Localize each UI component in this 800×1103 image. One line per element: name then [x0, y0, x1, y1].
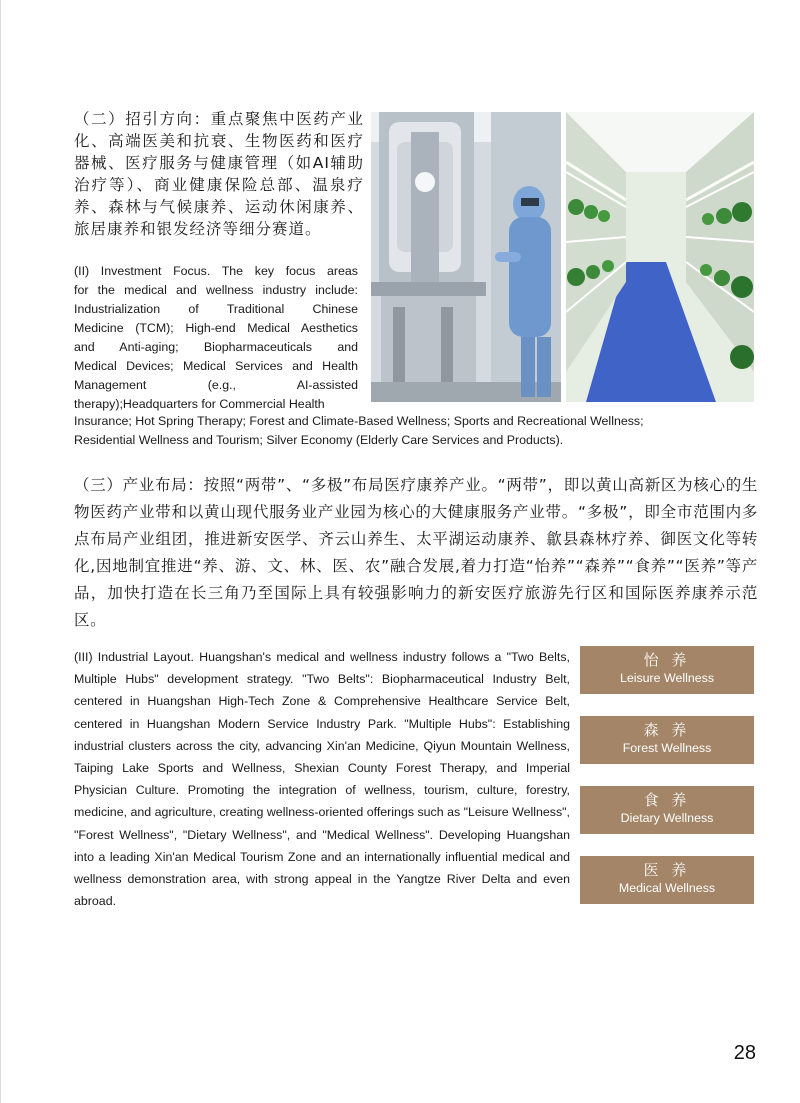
algae-photo-illustration	[566, 112, 754, 402]
tag-en-label: Forest Wellness	[622, 741, 712, 755]
lab-photo-illustration	[371, 112, 561, 402]
tag-medical-wellness	[580, 856, 754, 904]
en-line: for the medical and wellness industry include:	[74, 283, 358, 297]
lab-photo	[371, 112, 561, 402]
en-line: therapy);Headquarters for Commercial Health	[74, 397, 325, 411]
en-line: (II) Investment Focus. The key focus areas	[74, 264, 358, 278]
en-line: and Anti-aging; Biopharmaceuticals and	[74, 340, 358, 354]
page-number: 28	[733, 1042, 756, 1064]
en-line: Residential Wellness and Tourism; Silver Economy (Elderly Care Services and Products).	[74, 433, 564, 447]
tag-cn-label: 食 养	[643, 791, 691, 809]
section3-english-text: (III) Industrial Layout. Huangshan's medical and wellness industry follows a "Two Belts, Multiple Hubs" development strategy. "Two Belts": Biopharmaceutical Industry Belt, centered in Huangshan High-Tech Zone & Comprehensive Healthcare Service Belt, centered in Huangshan Modern Service Industry Park. "Multiple Hubs": Establishing industrial clusters across the city, advancing Xin'an Medicine, Qiyun Mountain Wellness, Taiping Lake Sports and Wellness, Shexian County Forest Therapy, and Imperial Physician Culture. Promoting the integration of wellness, tourism, culture, forestry, medicine, and agriculture, creating wellness-oriented offerings such as "Leisure Wellness", "Forest Wellness", "Dietary Wellness", and "Medical Wellness". Developing Huangshan into a leading Xin'an Medical Tourism Zone and an internationally influential medical and wellness demonstration area, with strong appeal in the Yangtze River Delta and even abroad.	[74, 650, 570, 909]
tag-en-label: Medical Wellness	[618, 881, 716, 895]
tag-dietary-wellness	[580, 786, 754, 834]
section2-english-continuation	[74, 412, 758, 450]
tag-en-label: Dietary Wellness	[620, 811, 714, 825]
tag-forest-wellness	[580, 716, 754, 764]
en-line: Management (e.g., AI-assisted	[74, 378, 358, 392]
en-line: Industrialization of Traditional Chinese	[74, 302, 358, 316]
en-line: Medical Devices; Medical Services and Health	[74, 359, 358, 373]
en-line: Medicine (TCM); High-end Medical Aesthetics	[74, 321, 358, 335]
section2-chinese-text: （二）招引方向：重点聚焦中医药产业化、高端医美和抗衰、生物医药和医疗器械、医疗服务与健康管理（如AI辅助治疗等）、商业健康保险总部、温泉疗养、森林与气候康养、运动休闲康养、旅居康养和银发经济等细分赛道。	[74, 110, 364, 238]
tag-leisure-wellness	[580, 646, 754, 694]
tag-en-label: Leisure Wellness	[619, 671, 715, 685]
tag-cn-label: 医 养	[643, 861, 691, 879]
section2-english-column	[74, 262, 358, 414]
section3-chinese-text: （三）产业布局：按照“两带”、“多极”布局医疗康养产业。“两带”，即以黄山高新区为核心的生物医药产业带和以黄山现代服务业产业园为核心的大健康服务产业带。“多极”，即全市范围内多点布局产业组团，推进新安医学、齐云山养生、太平湖运动康养、歙县森林疗养、御医文化等转化,因地制宜推进“养、游、文、林、医、农”融合发展,着力打造“怡养”“森养”“食养”“医养”等产品，加快打造在长三角乃至国际上具有较强影响力的新安医疗旅游先行区和国际医养康养示范区。	[74, 476, 758, 629]
en-line: Insurance; Hot Spring Therapy; Forest and Climate-Based Wellness; Sports and Recreational Wellness;	[74, 414, 644, 428]
tag-cn-label: 森 养	[643, 721, 691, 739]
tag-cn-label: 怡 养	[643, 651, 691, 669]
algae-culture-photo	[566, 112, 754, 402]
page-edge-line	[0, 0, 1, 1103]
